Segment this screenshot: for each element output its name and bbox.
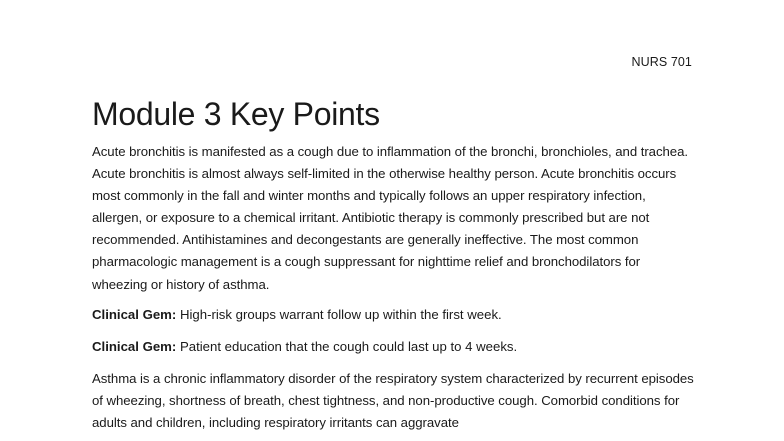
- clinical-gem-text: High-risk groups warrant follow up within the first week.: [176, 306, 502, 322]
- document-body: [92, 141, 697, 434]
- paragraph-asthma: Asthma is a chronic inflammatory disorder of the respiratory system characterized by recurrent episodes of wheezing, shortness of breath, chest tightness, and non-productive cough. Comorbid conditions for adults and children, including respiratory irritants can aggravate: [92, 370, 694, 430]
- course-code: NURS 701: [631, 55, 692, 69]
- paragraph-acute-bronchitis: Acute bronchitis is manifested as a cough due to inflammation of the bronchi, bronchioles, and trachea. Acute bronchitis is almost always self-limited in the otherwise healthy person. Acute bronchitis occurs most commonly in the fall and winter months and typically follows an upper respiratory infection, allergen, or exposure to a chemical irritant. Antibiotic therapy is commonly prescribed but are not recommended. Antihistamines and decongestants are generally ineffective. The most common pharmacologic management is a cough suppressant for nighttime relief and bronchodilators for wheezing or history of asthma.: [92, 144, 688, 292]
- clinical-gem-label: Clinical Gem:: [92, 338, 177, 354]
- clinical-gem-1: [92, 304, 697, 326]
- page-title: Module 3 Key Points: [92, 96, 380, 132]
- clinical-gem-2: [92, 336, 697, 358]
- clinical-gem-text: Patient education that the cough could last up to 4 weeks.: [176, 338, 518, 354]
- clinical-gem-label: Clinical Gem:: [92, 306, 177, 322]
